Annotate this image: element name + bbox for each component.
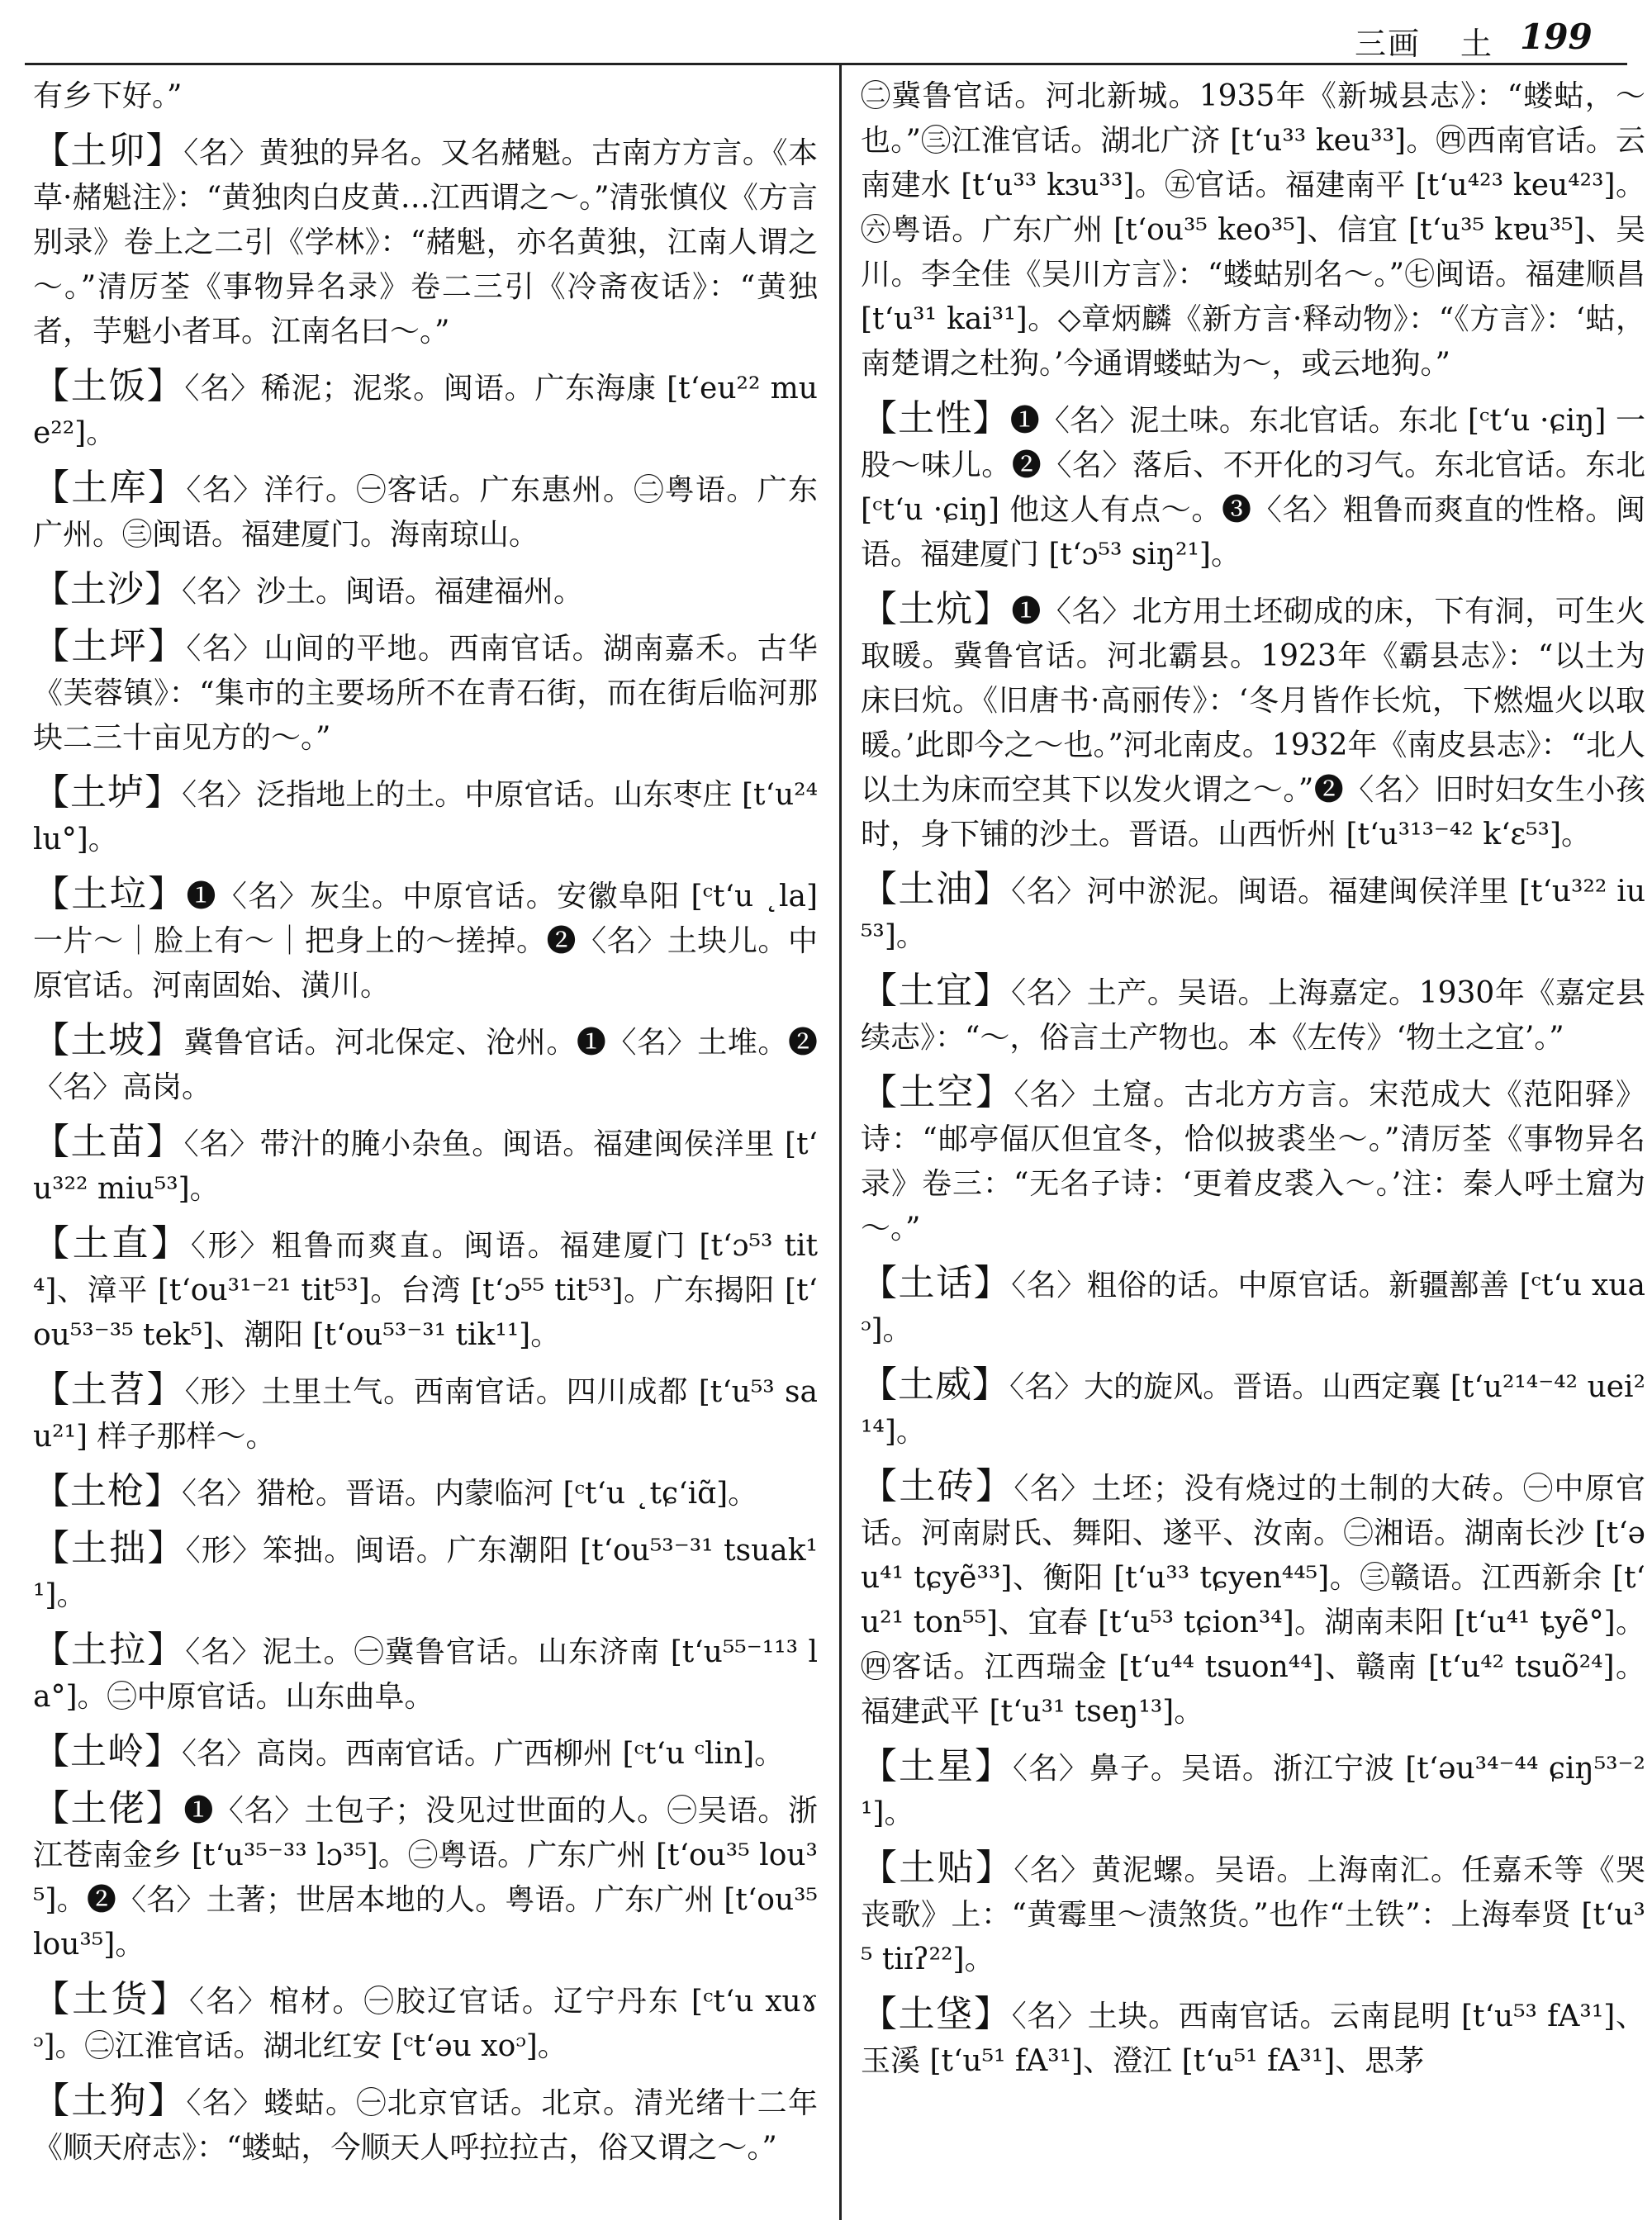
entry-definition: 〈名〉猎枪。晋语。内蒙临河 [ᶜtʻu ˛tɕʻiɑ̃]。: [182, 1477, 758, 1511]
dictionary-entry: [861, 1363, 1645, 1454]
entry-headword: 【土坡】: [33, 1019, 184, 1061]
entry-headword: 【土星】: [861, 1745, 1013, 1787]
dictionary-entry: [33, 1018, 818, 1110]
entry-headword: 【土空】: [861, 1071, 1014, 1113]
dictionary-entry: [861, 1846, 1645, 1982]
dictionary-entry: [33, 567, 818, 614]
entry-headword: 【土垃】: [33, 873, 187, 915]
dictionary-entry: [33, 364, 818, 456]
entry-headword: 【土垡】: [861, 1993, 1012, 2035]
entry-definition: ㊁冀鲁官话。河北新城。1935年《新城县志》：“蝼蛄，～也。”㊂江淮官话。湖北广济 [tʻu³³ keu³³]。㊃西南官话。云南建水 [tʻu³³ kɜu³³]。㊄官话。福建南平 [tʻu⁴²³ keu⁴²³]。㊅粤语。广东广州 [tʻou³⁵ keo³⁵]、信宜 [tʻu³⁵ kɐu³⁵]、吴川。李全佳《吴川方言》：“蝼蛄别名～。”㊆闽语。福建顺昌 [tʻu³¹ kai³¹]。◇章炳麟《新方言·释动物》：“《方言》：‘蛄，南楚谓之杜狗。’今通谓蝼蛄为～，或云地狗。”: [861, 79, 1645, 381]
entry-headword: 【土苕】: [33, 1369, 185, 1411]
dictionary-entry: [33, 1368, 818, 1459]
entry-definition: ❶〈名〉泥土味。东北官话。东北 [ᶜtʻu ·ɕiŋ] 一股～味儿。❷〈名〉落后、不开化的习气。东北官话。东北 [ᶜtʻu ·ɕiŋ] 他这人有点～。❸〈名〉粗鲁而爽直的性格。闽语。福建厦门 [tʻɔ⁵³ siŋ²¹]。: [861, 404, 1646, 572]
dictionary-entry: [33, 1977, 818, 2069]
running-head-char: 土: [1460, 26, 1493, 62]
entry-headword: 【土威】: [861, 1364, 1010, 1406]
dictionary-entry: [861, 1261, 1645, 1353]
dictionary-entry: [861, 867, 1645, 959]
entry-definition: 〈名〉黄独的异名。又名赭魁。古南方方言。《本草·赭魁注》：“黄独肉白皮黄…江西谓之～。”清张慎仪《方言别录》卷上之二引《学林》：“赭魁，亦名黄独，江南人谓之～。”清厉荃《事物异名录》卷二三引《冷斋夜话》：“黄独者，芋魁小者耳。江南名曰～。”: [33, 136, 818, 349]
dictionary-entry: [861, 1992, 1645, 2084]
entry-headword: 【土饭】: [33, 365, 185, 407]
dictionary-entry: [33, 771, 818, 862]
dictionary-entry: [33, 1526, 818, 1618]
entry-definition: 有乡下好。”: [33, 79, 183, 113]
header-rule: [25, 63, 1627, 65]
entry-headword: 【土拙】: [33, 1527, 186, 1569]
entry-headword: 【土佬】: [33, 1787, 184, 1829]
dictionary-entry: [861, 1744, 1645, 1836]
entry-definition: 〈名〉粗俗的话。中原官话。新疆鄯善 [ᶜtʻu xuaᵓ]。: [861, 1269, 1645, 1347]
entry-definition: 〈名〉稀泥；泥浆。闽语。广东海康 [tʻeu²² mue²²]。: [33, 372, 818, 450]
entry-definition: 〈形〉笨拙。闽语。广东潮阳 [tʻou⁵³⁻³¹ tsuak¹¹]。: [33, 1534, 818, 1612]
running-head-section: 三画: [1355, 26, 1422, 62]
dictionary-entry: [33, 1729, 818, 1777]
entry-definition: 〈名〉土块。西南官话。云南昆明 [tʻu⁵³ fA³¹]、玉溪 [tʻu⁵¹ fA³¹]、澄江 [tʻu⁵¹ fA³¹]、思茅: [861, 2000, 1646, 2078]
entry-headword: 【土拉】: [33, 1629, 186, 1671]
entry-definition: 〈名〉洋行。㊀客话。广东惠州。㊁粤语。广东广州。㊂闽语。福建厦门。海南琼山。: [33, 473, 818, 552]
dictionary-entry: [33, 129, 818, 354]
entry-definition: 〈名〉高岗。西南官话。广西柳州 [ᶜtʻu ᶜlin]。: [182, 1737, 785, 1771]
entry-headword: 【土货】: [33, 1978, 190, 2020]
entry-headword: 【土炕】: [861, 588, 1012, 630]
dictionary-entry: [33, 1120, 818, 1212]
entry-definition: 〈名〉土产。吴语。上海嘉定。1930年《嘉定县续志》：“～，俗言土产物也。本《左传》‘物土之宜’。”: [861, 976, 1645, 1055]
dictionary-entry: [33, 1786, 818, 1967]
entry-headword: 【土性】: [861, 397, 1010, 439]
dictionary-entry: [33, 872, 818, 1008]
entry-definition: 〈名〉土坯；没有烧过的土制的大砖。㊀中原官话。河南尉氏、舞阳、遂平、汝南。㊁湘语。湖南长沙 [tʻəu⁴¹ tɕyẽ³³]、衡阳 [tʻu³³ tɕyen⁴⁴⁵]。㊂赣语。江西新余 [tʻu²¹ ton⁵⁵]、宜春 [tʻu⁵³ tɕion³⁴]。湖南耒阳 [tʻu⁴¹ ȶyẽ°]。㊃客话。江西瑞金 [tʻu⁴⁴ tsuon⁴⁴]、赣南 [tʻu⁴² tsuõ²⁴]。福建武平 [tʻu³¹ tseŋ¹³]。: [861, 1472, 1645, 1729]
entry-headword: 【土话】: [861, 1262, 1012, 1304]
dictionary-entry: [861, 1070, 1645, 1251]
page-number: 199: [1520, 17, 1593, 57]
entry-headword: 【土油】: [861, 868, 1012, 910]
entry-headword: 【土砖】: [861, 1465, 1014, 1507]
entry-headword: 【土坪】: [33, 625, 187, 667]
dictionary-entry: [33, 1628, 818, 1720]
entry-definition: ❶〈名〉灰尘。中原官话。安徽阜阳 [ᶜtʻu ˛la] 一片～｜脸上有～｜把身上的～搓掉。❷〈名〉土块儿。中原官话。河南固始、潢川。: [33, 880, 819, 1003]
entry-headword: 【土直】: [33, 1222, 191, 1264]
entry-definition: 〈名〉山间的平地。西南官话。湖南嘉禾。古华《芙蓉镇》：“集市的主要场所不在青石街，而在街后临河那块二三十亩见方的～。”: [33, 632, 818, 755]
entry-headword: 【土宜】: [861, 970, 1012, 1012]
dictionary-entry: [861, 396, 1645, 577]
entry-definition: 〈名〉沙土。闽语。福建福州。: [182, 575, 584, 609]
entry-definition: 〈名〉鼻子。吴语。浙江宁波 [tʻəu³⁴⁻⁴⁴ ɕiŋ⁵³⁻²¹]。: [861, 1752, 1645, 1830]
entry-definition: 〈名〉大的旋风。晋语。山西定襄 [tʻu²¹⁴⁻⁴² uei²¹⁴]。: [861, 1370, 1646, 1449]
dictionary-entry: [33, 624, 818, 761]
left-column: [33, 74, 818, 2180]
right-column: [861, 74, 1645, 2094]
entry-definition: 〈名〉河中淤泥。闽语。福建闽侯洋里 [tʻu³²² iu⁵³]。: [861, 875, 1646, 953]
dictionary-entry: [33, 1222, 818, 1358]
dictionary-entry: [33, 74, 818, 119]
entry-headword: 【土狗】: [33, 2080, 187, 2122]
dictionary-entry: [33, 466, 818, 558]
entry-headword: 【土卯】: [33, 130, 184, 172]
entry-definition: 〈名〉蝼蛄。㊀北京官话。北京。清光绪十二年《顺天府志》：“蝼蛄，今顺天人呼拉拉古，俗又谓之～。”: [33, 2086, 818, 2165]
entry-headword: 【土岭】: [33, 1730, 182, 1772]
entry-definition: 〈名〉泥土。㊀冀鲁官话。山东济南 [tʻu⁵⁵⁻¹¹³ la°]。㊁中原官话。山东曲阜。: [33, 1635, 819, 1714]
entry-definition: 〈名〉土窟。古北方方言。宋范成大《范阳驿》诗：“邮亭偪仄但宜冬，恰似披裘坐～。”清厉荃《事物异名录》卷三：“无名子诗：‘更着皮裘入～。’注：秦人呼土窟为～。”: [861, 1078, 1645, 1245]
dictionary-entry: [861, 969, 1645, 1060]
entry-definition: ❶〈名〉北方用土坯砌成的床，下有洞，可生火取暖。冀鲁官话。河北霸县。1923年《霸县志》：“以土为床曰炕。《旧唐书·高丽传》：‘冬月皆作长炕，下燃煴火以取暖。’此即今之～也。”河北南皮。1932年《南皮县志》：“北人以土为床而空其下以发火谓之～。”❷〈名〉旧时妇女生小孩时，身下铺的沙土。晋语。山西忻州 [tʻu³¹³⁻⁴² kʻɛ⁵³]。: [861, 595, 1645, 852]
entry-definition: 〈名〉带汁的腌小杂鱼。闽语。福建闽侯洋里 [tʻu³²² miu⁵³]。: [33, 1127, 818, 1206]
entry-definition: 〈名〉泛指地上的土。中原官话。山东枣庄 [tʻu²⁴ lu°]。: [33, 778, 818, 856]
entry-headword: 【土库】: [33, 467, 187, 509]
dictionary-entry: [861, 74, 1645, 387]
dictionary-entry: [33, 1469, 818, 1516]
entry-definition: 〈形〉土里土气。西南官话。四川成都 [tʻu⁵³ sau²¹] 样子那样～。: [33, 1375, 818, 1454]
page-header: [0, 0, 1652, 66]
entry-definition: ❶〈名〉土包子；没见过世面的人。㊀吴语。浙江苍南金乡 [tʻu³⁵⁻³³ lɔ³⁵]。㊁粤语。广东广州 [tʻou³⁵ lou³⁵]。❷〈名〉土著；世居本地的人。粤语。广东广州 [tʻou³⁵ lou³⁵]。: [33, 1794, 818, 1962]
entry-definition: 〈名〉黄泥螺。吴语。上海南汇。任嘉禾等《哭丧歌》上：“黄霉里～渍煞货。”也作“土铁”：上海奉贤 [tʻu³⁵ tiɪʔ²²]。: [861, 1853, 1645, 1976]
dictionary-entry: [33, 2079, 818, 2171]
dictionary-entry: [861, 587, 1645, 857]
entry-definition: 〈形〉粗鲁而爽直。闽语。福建厦门 [tʻɔ⁵³ tit⁴]、漳平 [tʻou³¹⁻²¹ tit⁵³]。台湾 [tʻɔ⁵⁵ tit⁵³]。广东揭阳 [tʻou⁵³⁻³⁵ tek⁵]、潮阳 [tʻou⁵³⁻³¹ tik¹¹]。: [33, 1229, 818, 1352]
entry-headword: 【土沙】: [33, 568, 182, 610]
entry-headword: 【土贴】: [861, 1847, 1014, 1889]
dictionary-entry: [861, 1464, 1645, 1734]
entry-headword: 【土苗】: [33, 1121, 184, 1163]
entry-headword: 【土垆】: [33, 771, 183, 814]
entry-headword: 【土枪】: [33, 1470, 182, 1512]
column-divider: [839, 64, 842, 2220]
entry-definition: 〈名〉棺材。㊀胶辽官话。辽宁丹东 [ᶜtʻu xuɤᵓ]。㊁江淮官话。湖北红安 [ᶜtʻəu xoᵓ]。: [33, 1985, 818, 2063]
entry-definition: 冀鲁官话。河北保定、沧州。❶〈名〉土堆。❷〈名〉高岗。: [33, 1026, 818, 1104]
